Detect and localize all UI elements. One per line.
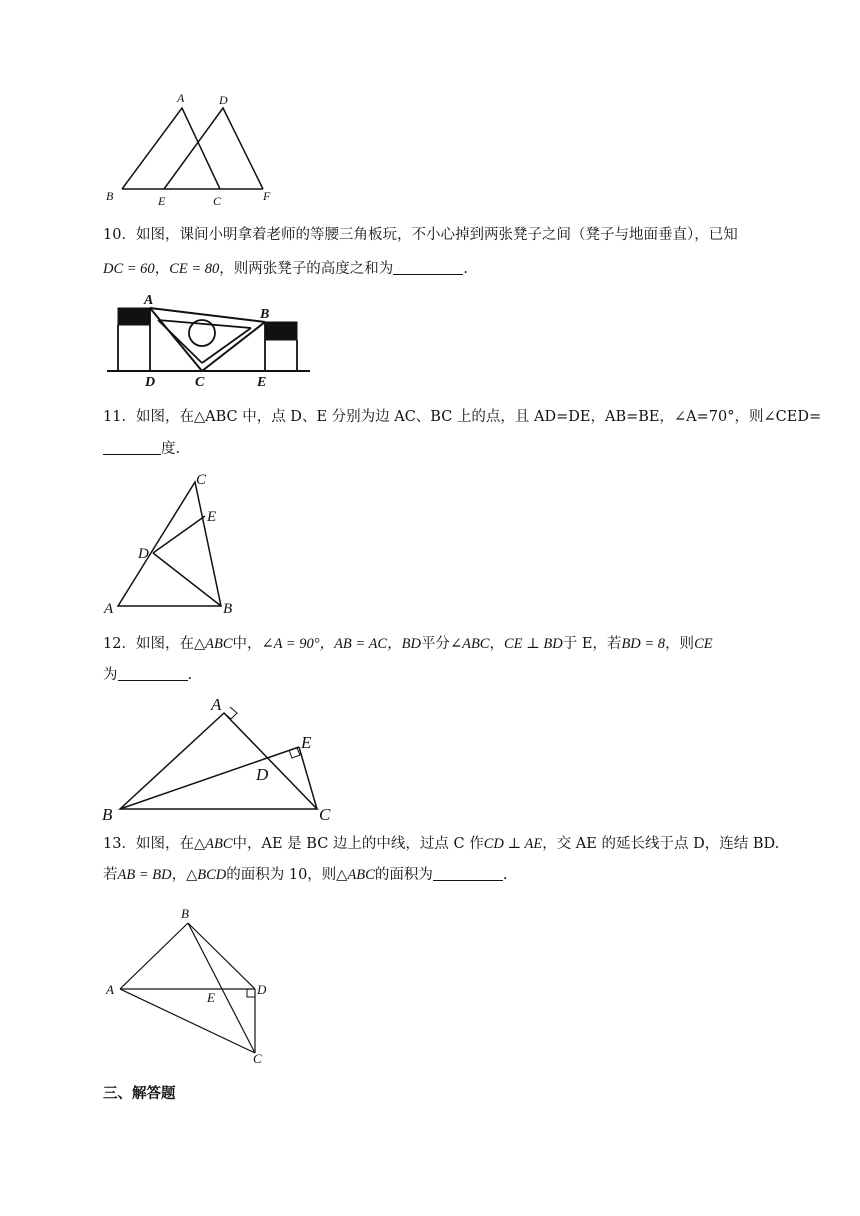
label-D: D [256, 765, 269, 784]
figure-right-triangle-bisector [100, 692, 350, 824]
label-D: D [145, 375, 156, 390]
label-E: E [158, 194, 166, 208]
text: 若 [103, 867, 118, 883]
question-13-line-2 [103, 865, 507, 885]
question-11 [103, 407, 821, 427]
label-A: A [177, 91, 185, 105]
comma: ， [154, 261, 170, 277]
label-D: D [257, 982, 267, 997]
text: 的面积为 10，则△ [226, 867, 348, 883]
question-number: 10． [103, 227, 136, 243]
math: ∠A = 90°，AB = AC，BD [261, 636, 421, 652]
text: 的面积为 [374, 867, 433, 883]
label-B: B [260, 307, 270, 322]
answer-blank [103, 440, 161, 455]
question-number: 11． [103, 409, 136, 425]
math: CE [694, 636, 713, 652]
label-C: C [213, 194, 222, 208]
text: 中，AE 是 BC 边上的中线，过点 C 作 [232, 836, 484, 852]
question-text: 如图，课间小明拿着老师的等腰三角板玩，不小心掉到两张凳子之间（凳子与地面垂直），已知 [135, 227, 738, 243]
period: . [502, 867, 508, 883]
label-D: D [138, 546, 149, 562]
math: BD = 8 [621, 636, 666, 652]
figure-median-ae [100, 900, 290, 1065]
math: BCD [197, 867, 227, 883]
text: ，交 AE 的延长线于点 D，连结 BD. [542, 836, 780, 852]
label-D: D [219, 93, 228, 107]
question-11-line-2 [103, 439, 180, 459]
equation-ce: CE = 80 [169, 261, 220, 277]
label-E: E [207, 509, 217, 525]
label-B: B [102, 805, 113, 824]
label-B: B [106, 189, 114, 203]
period: . [463, 261, 468, 277]
label-E: E [207, 990, 215, 1005]
text: 为 [103, 667, 118, 683]
text: 如图，在△ [135, 636, 206, 652]
label-A: A [104, 601, 114, 617]
question-10 [103, 225, 738, 245]
section-heading: 三、解答题 [103, 1086, 176, 1102]
equation-dc: DC = 60 [103, 261, 155, 277]
label-C: C [253, 1051, 262, 1066]
math: ∠ABC [449, 636, 490, 652]
label-F: F [263, 189, 271, 203]
text: ，△ [171, 867, 198, 883]
figure-triangles-abc-def [100, 88, 290, 210]
math: AB = BD [117, 867, 172, 883]
text: 如图，在△ [135, 836, 206, 852]
label-B: B [181, 906, 189, 921]
question-number: 13． [103, 836, 136, 852]
math: CE ⊥ BD [503, 636, 563, 652]
label-C: C [319, 805, 331, 824]
question-10-line-2 [103, 259, 468, 279]
answer-blank [433, 866, 503, 881]
math: ABC [347, 867, 375, 883]
label-C: C [195, 375, 205, 390]
label-A: A [211, 695, 222, 714]
text: 于 E，若 [562, 636, 622, 652]
label-C: C [196, 472, 207, 488]
answer-blank [393, 260, 463, 275]
label-A: A [144, 293, 154, 308]
question-12-line-2 [103, 665, 192, 685]
math: ABC [205, 836, 233, 852]
question-text: ，则两张凳子的高度之和为 [219, 261, 394, 277]
label-A: A [106, 982, 114, 997]
text: ，则 [665, 636, 695, 652]
label-E: E [301, 733, 312, 752]
question-12 [103, 634, 713, 654]
label-B: B [223, 601, 233, 617]
text: 平分 [420, 636, 450, 652]
question-text: 如图，在△ABC 中，点 D、E 分别为边 AC、BC 上的点，且 AD=DE，AB=BE，∠A=70°，则∠CED= [135, 409, 822, 425]
text: 中， [232, 636, 262, 652]
question-13 [103, 834, 779, 854]
unit-text: 度. [161, 441, 181, 457]
question-number: 12． [103, 636, 136, 652]
answer-blank [118, 666, 188, 681]
period: . [187, 667, 193, 683]
figure-triangle-ced [100, 466, 250, 616]
math: ABC [205, 636, 233, 652]
math: CD ⊥ AE [483, 836, 543, 852]
figure-stools-triangle [105, 288, 315, 388]
text: ， [489, 636, 504, 652]
label-E: E [257, 375, 267, 390]
